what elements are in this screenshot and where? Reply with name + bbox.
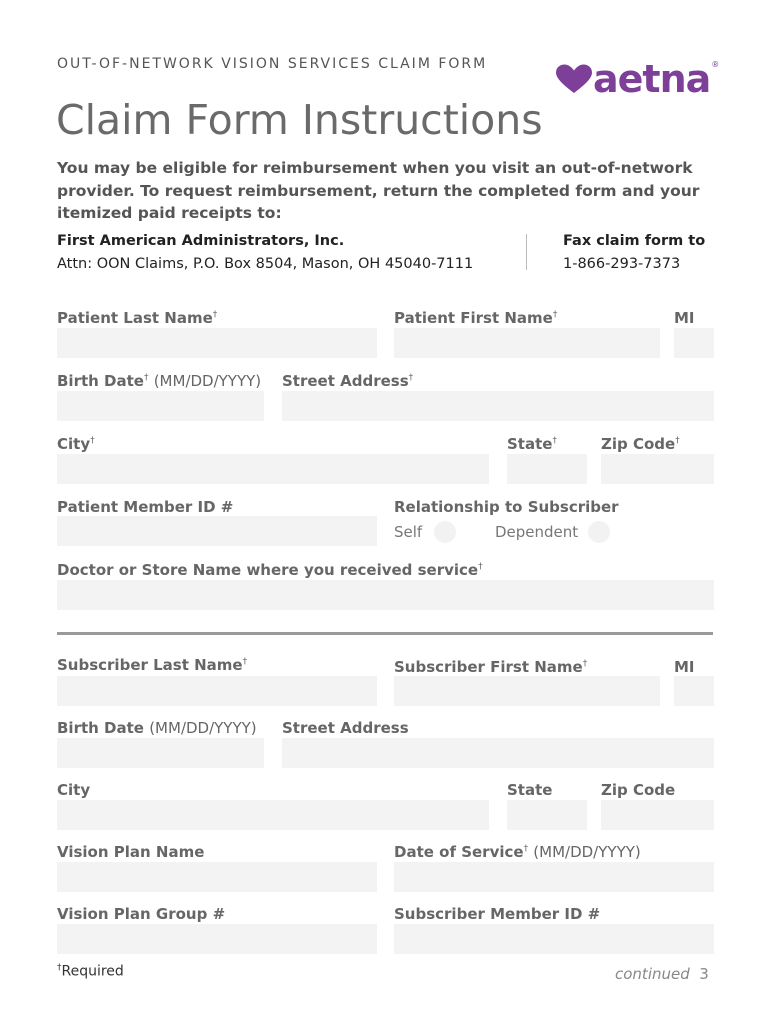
patient-state-label: State† — [507, 435, 557, 453]
subscriber-member-id-field[interactable] — [394, 924, 714, 954]
subscriber-member-id-label: Subscriber Member ID # — [394, 905, 601, 923]
continued-note: continued 3 — [615, 965, 709, 983]
section-divider — [57, 632, 713, 635]
patient-city-label: City† — [57, 435, 95, 453]
patient-zip-label: Zip Code† — [601, 435, 680, 453]
patient-street-field[interactable] — [282, 391, 714, 421]
logo-wordmark: aetna — [593, 57, 711, 101]
vision-plan-name-label: Vision Plan Name — [57, 843, 205, 861]
subscriber-birth-date-label: Birth Date (MM/DD/YYYY) — [57, 719, 257, 737]
subscriber-street-field[interactable] — [282, 738, 714, 768]
patient-birth-date-label: Birth Date† (MM/DD/YYYY) — [57, 372, 262, 390]
subscriber-birth-date-field[interactable] — [57, 738, 264, 768]
relationship-label: Relationship to Subscriber — [394, 498, 619, 516]
subscriber-zip-field[interactable] — [601, 800, 714, 830]
page-title: Claim Form Instructions — [56, 96, 543, 144]
subscriber-state-label: State — [507, 781, 553, 799]
subscriber-city-field[interactable] — [57, 800, 489, 830]
patient-last-name-label: Patient Last Name† — [57, 309, 218, 327]
subscriber-mi-field[interactable] — [674, 676, 714, 706]
subscriber-first-name-field[interactable] — [394, 676, 660, 706]
doctor-label: Doctor or Store Name where you received service† — [57, 561, 483, 579]
registered-mark: ® — [711, 60, 720, 69]
patient-first-name-label: Patient First Name† — [394, 309, 558, 327]
intro-text: You may be eligible for reimbursement when you visit an out-of-network provider. To request reimbursement, return the completed form and your itemized paid receipts to: — [57, 159, 700, 222]
patient-last-name-field[interactable] — [57, 328, 377, 358]
patient-first-name-field[interactable] — [394, 328, 660, 358]
subscriber-last-name-label: Subscriber Last Name† — [57, 656, 248, 674]
relationship-dependent-radio[interactable] — [588, 521, 610, 543]
patient-mi-field[interactable] — [674, 328, 714, 358]
date-of-service-field[interactable] — [394, 862, 714, 892]
fax-title: Fax claim form to — [563, 233, 706, 249]
page-number: 3 — [699, 965, 709, 983]
vision-plan-name-field[interactable] — [57, 862, 377, 892]
patient-city-field[interactable] — [57, 454, 489, 484]
vision-plan-group-field[interactable] — [57, 924, 377, 954]
heart-icon — [555, 64, 593, 94]
relationship-dependent-label: Dependent — [495, 523, 579, 541]
relationship-self-label: Self — [394, 523, 423, 541]
subscriber-mi-label: MI — [674, 658, 695, 676]
form-title: OUT-OF-NETWORK VISION SERVICES CLAIM FORM — [57, 56, 488, 72]
patient-birth-date-field[interactable] — [57, 391, 264, 421]
patient-member-id-label: Patient Member ID # — [57, 498, 234, 516]
divider — [526, 234, 527, 270]
subscriber-zip-label: Zip Code — [601, 781, 676, 799]
mailing-address: Attn: OON Claims, P.O. Box 8504, Mason, OH 45040-7111 — [57, 256, 474, 272]
patient-mi-label: MI — [674, 309, 695, 327]
subscriber-street-label: Street Address — [282, 719, 409, 737]
relationship-self-radio[interactable] — [434, 521, 456, 543]
aetna-logo — [555, 57, 720, 101]
mailing-name: First American Administrators, Inc. — [57, 233, 345, 249]
date-of-service-label: Date of Service† (MM/DD/YYYY) — [394, 843, 641, 861]
vision-plan-group-label: Vision Plan Group # — [57, 905, 226, 923]
patient-street-label: Street Address† — [282, 372, 414, 390]
required-note: †Required — [57, 963, 124, 980]
subscriber-state-field[interactable] — [507, 800, 587, 830]
subscriber-first-name-label: Subscriber First Name† — [394, 658, 588, 676]
subscriber-last-name-field[interactable] — [57, 676, 377, 706]
fax-number: 1-866-293-7373 — [563, 256, 681, 272]
patient-zip-field[interactable] — [601, 454, 714, 484]
patient-state-field[interactable] — [507, 454, 587, 484]
doctor-field[interactable] — [57, 580, 714, 610]
patient-member-id-field[interactable] — [57, 516, 377, 546]
subscriber-city-label: City — [57, 781, 91, 799]
